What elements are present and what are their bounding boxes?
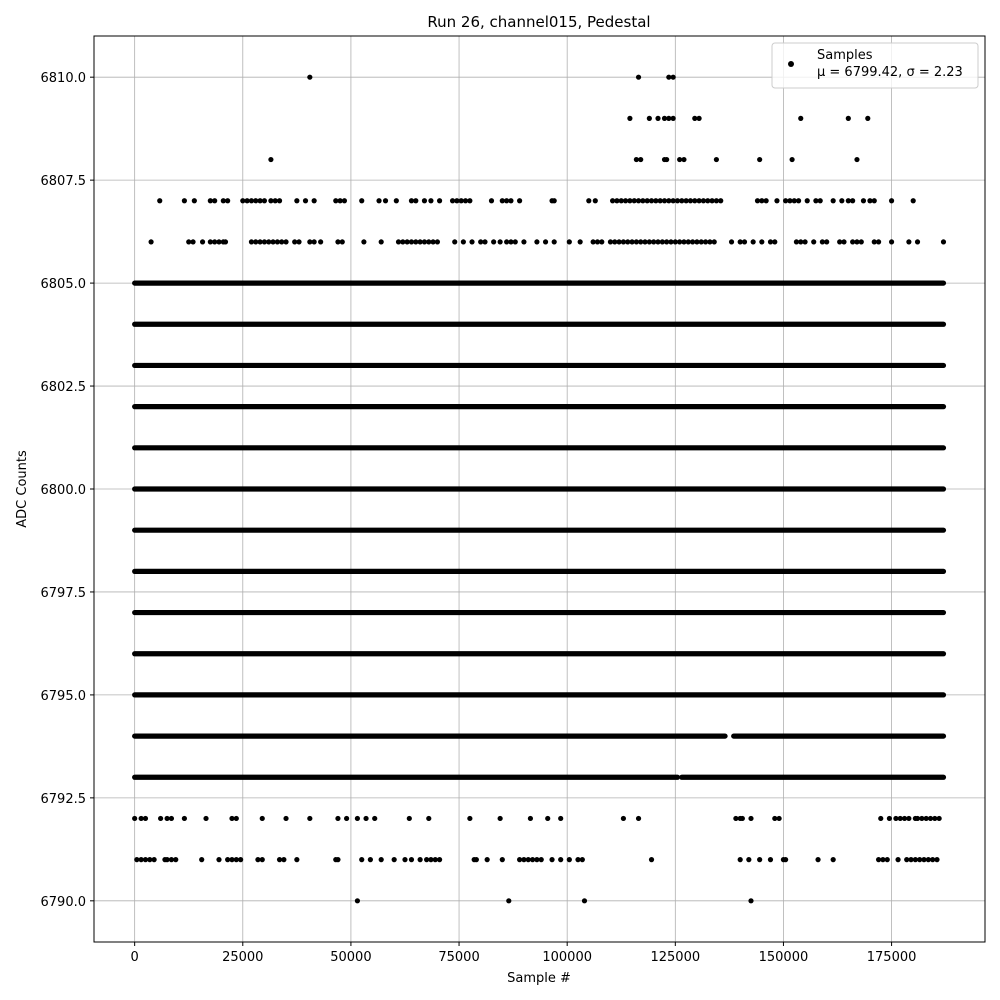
data-point	[312, 198, 317, 203]
data-point	[182, 816, 187, 821]
data-point	[885, 857, 890, 862]
data-point	[513, 239, 518, 244]
data-point	[521, 239, 526, 244]
data-point	[850, 198, 855, 203]
data-point	[768, 857, 773, 862]
data-point	[485, 857, 490, 862]
data-point	[567, 239, 572, 244]
data-point	[649, 857, 654, 862]
data-point	[437, 198, 442, 203]
data-point	[355, 898, 360, 903]
data-point	[428, 198, 433, 203]
data-point	[742, 239, 747, 244]
data-point	[312, 239, 317, 244]
data-point	[363, 816, 368, 821]
data-point	[307, 75, 312, 80]
data-point	[283, 816, 288, 821]
data-point	[474, 857, 479, 862]
data-point	[865, 116, 870, 121]
data-point	[517, 198, 522, 203]
data-point	[714, 157, 719, 162]
data-point	[199, 857, 204, 862]
data-point	[861, 198, 866, 203]
data-point	[260, 857, 265, 862]
data-point	[552, 239, 557, 244]
data-point	[359, 857, 364, 862]
data-point	[342, 198, 347, 203]
data-point	[729, 239, 734, 244]
data-point	[911, 198, 916, 203]
data-point	[260, 816, 265, 821]
data-point	[718, 198, 723, 203]
data-point	[824, 239, 829, 244]
x-tick-label: 0	[130, 950, 139, 965]
legend	[772, 43, 978, 88]
data-point	[798, 116, 803, 121]
data-point	[636, 75, 641, 80]
data-point	[344, 816, 349, 821]
data-point	[748, 898, 753, 903]
data-point	[426, 816, 431, 821]
data-point	[757, 857, 762, 862]
y-tick-label: 6795.0	[40, 688, 86, 704]
data-point	[534, 239, 539, 244]
data-point	[491, 239, 496, 244]
data-point	[482, 239, 487, 244]
data-point	[437, 857, 442, 862]
data-point	[238, 857, 243, 862]
x-axis-label: Sample #	[507, 971, 571, 986]
y-axis-label: ADC Counts	[15, 450, 30, 528]
data-point	[379, 857, 384, 862]
data-point	[543, 239, 548, 244]
data-point	[225, 198, 230, 203]
data-point	[772, 239, 777, 244]
data-point	[355, 816, 360, 821]
data-point	[452, 239, 457, 244]
data-point	[157, 198, 162, 203]
data-point	[262, 198, 267, 203]
y-tick-label: 6797.5	[40, 585, 86, 601]
data-point	[915, 239, 920, 244]
data-point	[283, 239, 288, 244]
data-point	[361, 239, 366, 244]
data-point	[498, 816, 503, 821]
data-point	[376, 198, 381, 203]
x-tick-label: 125000	[650, 950, 701, 965]
data-point	[664, 157, 669, 162]
data-point	[774, 198, 779, 203]
data-point	[580, 857, 585, 862]
x-tick-label: 75000	[438, 950, 480, 965]
data-point	[906, 239, 911, 244]
data-point	[173, 857, 178, 862]
data-point	[467, 816, 472, 821]
data-point	[407, 816, 412, 821]
data-point	[582, 898, 587, 903]
data-point	[528, 816, 533, 821]
data-point	[831, 198, 836, 203]
legend-label: Samples	[817, 48, 873, 63]
data-point	[841, 239, 846, 244]
data-point	[469, 239, 474, 244]
data-point	[593, 198, 598, 203]
data-point	[937, 816, 942, 821]
chart-title: Run 26, channel015, Pedestal	[427, 13, 651, 31]
data-point	[277, 198, 282, 203]
data-point	[281, 857, 286, 862]
data-point	[764, 198, 769, 203]
data-point	[489, 198, 494, 203]
legend-marker	[788, 61, 794, 67]
data-point	[805, 198, 810, 203]
data-point	[307, 816, 312, 821]
data-point	[335, 816, 340, 821]
data-point	[435, 239, 440, 244]
data-point	[671, 116, 676, 121]
data-point	[158, 816, 163, 821]
data-point	[783, 857, 788, 862]
x-tick-label: 100000	[542, 950, 593, 965]
legend-stats: μ = 6799.42, σ = 2.23	[817, 65, 963, 80]
y-tick-label: 6810.0	[40, 71, 86, 87]
data-point	[811, 239, 816, 244]
y-tick-label: 6790.0	[40, 894, 86, 910]
data-point	[413, 198, 418, 203]
y-tick-label: 6800.0	[40, 483, 86, 498]
data-point	[216, 857, 221, 862]
data-point	[941, 239, 946, 244]
data-point	[506, 898, 511, 903]
data-point	[418, 857, 423, 862]
data-point	[887, 816, 892, 821]
data-point	[748, 816, 753, 821]
data-point	[777, 816, 782, 821]
data-point	[621, 816, 626, 821]
y-tick-label: 6802.5	[40, 380, 86, 396]
data-point	[234, 816, 239, 821]
data-point	[200, 239, 205, 244]
data-point	[549, 857, 554, 862]
data-point	[757, 157, 762, 162]
data-point	[934, 857, 939, 862]
data-point	[461, 239, 466, 244]
data-point	[372, 816, 377, 821]
data-point	[627, 116, 632, 121]
data-point	[759, 239, 764, 244]
x-tick-label: 150000	[758, 950, 809, 965]
data-point	[558, 816, 563, 821]
data-point	[223, 239, 228, 244]
data-point	[294, 198, 299, 203]
data-point	[638, 157, 643, 162]
data-point	[340, 239, 345, 244]
data-point	[143, 816, 148, 821]
data-point	[802, 239, 807, 244]
y-tick-label: 6792.5	[40, 791, 86, 807]
data-point	[169, 816, 174, 821]
data-point	[190, 239, 195, 244]
data-point	[303, 198, 308, 203]
data-point	[500, 857, 505, 862]
data-point	[854, 157, 859, 162]
data-point	[636, 816, 641, 821]
data-point	[383, 198, 388, 203]
data-point	[359, 198, 364, 203]
data-point	[422, 198, 427, 203]
data-point	[203, 816, 208, 821]
data-point	[599, 239, 604, 244]
data-point	[294, 857, 299, 862]
y-tick-label: 6807.5	[40, 174, 86, 190]
data-point	[831, 857, 836, 862]
data-point	[539, 857, 544, 862]
data-point	[318, 239, 323, 244]
data-point	[647, 116, 652, 121]
data-point	[212, 198, 217, 203]
data-point	[738, 857, 743, 862]
data-point	[268, 157, 273, 162]
data-point	[192, 198, 197, 203]
data-point	[872, 198, 877, 203]
data-point	[895, 857, 900, 862]
data-point	[182, 198, 187, 203]
data-point	[889, 198, 894, 203]
data-point	[655, 116, 660, 121]
data-point	[558, 857, 563, 862]
data-point	[712, 239, 717, 244]
data-point	[152, 857, 157, 862]
data-point	[132, 816, 137, 821]
data-point	[335, 857, 340, 862]
data-point	[552, 198, 557, 203]
data-point	[578, 239, 583, 244]
data-point	[392, 857, 397, 862]
x-tick-label: 175000	[866, 950, 917, 965]
data-point	[839, 198, 844, 203]
data-point	[379, 239, 384, 244]
data-point	[889, 239, 894, 244]
data-point	[818, 198, 823, 203]
data-point	[846, 116, 851, 121]
data-point	[394, 198, 399, 203]
x-tick-label: 50000	[330, 950, 372, 965]
data-point	[697, 116, 702, 121]
y-tick-label: 6805.0	[40, 277, 86, 293]
data-point	[409, 857, 414, 862]
data-point	[740, 816, 745, 821]
data-point	[545, 816, 550, 821]
data-point	[859, 239, 864, 244]
x-tick-label: 25000	[222, 950, 264, 965]
data-point	[402, 857, 407, 862]
data-point	[815, 857, 820, 862]
data-point	[368, 857, 373, 862]
data-point	[508, 198, 513, 203]
data-point	[878, 816, 883, 821]
data-point	[567, 857, 572, 862]
data-point	[586, 198, 591, 203]
data-point	[796, 198, 801, 203]
data-point	[467, 198, 472, 203]
data-point	[789, 157, 794, 162]
data-point	[296, 239, 301, 244]
data-point	[671, 75, 676, 80]
data-point	[148, 239, 153, 244]
data-point	[746, 857, 751, 862]
data-point	[751, 239, 756, 244]
data-point	[681, 157, 686, 162]
data-point	[876, 239, 881, 244]
data-point	[498, 239, 503, 244]
data-point	[906, 816, 911, 821]
